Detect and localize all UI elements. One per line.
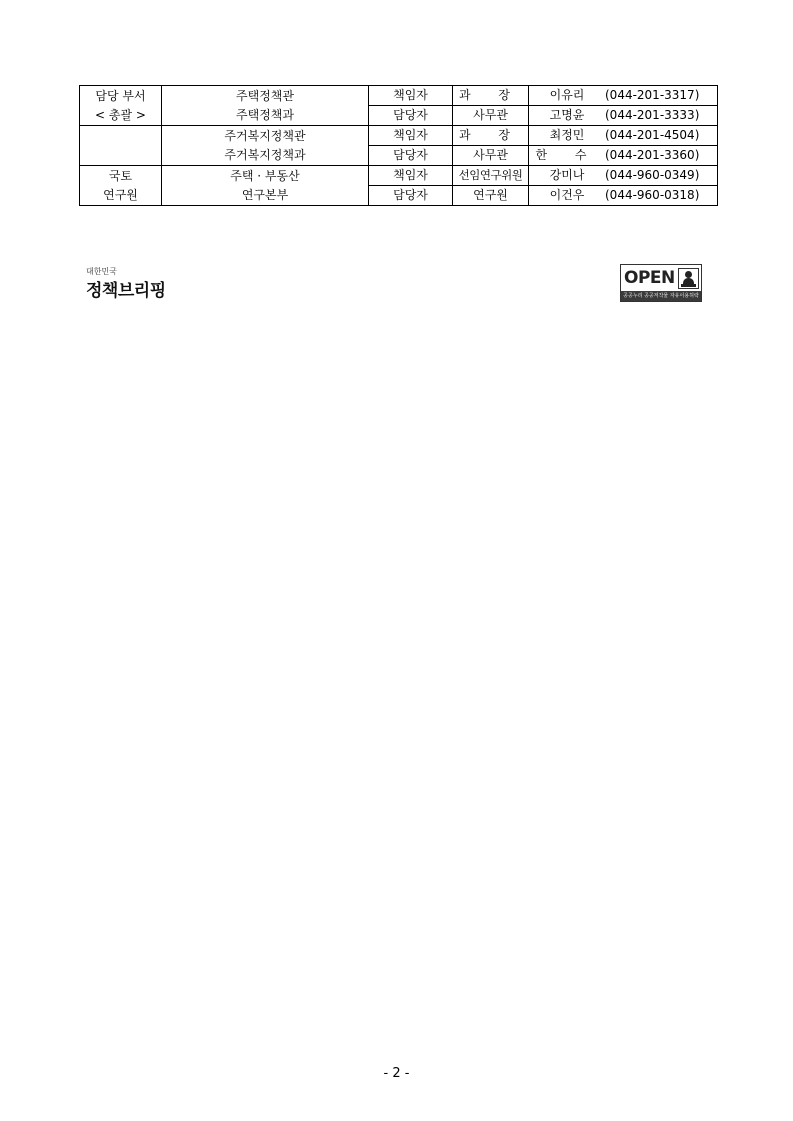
table-row — [80, 86, 718, 106]
person-icon — [678, 268, 699, 289]
dept-cell — [80, 166, 162, 206]
role-cell: 담당자 — [369, 186, 453, 206]
office-cell — [162, 126, 369, 166]
person-name: 이건우 — [549, 188, 585, 202]
brief-logo-small-text: 대한민국 — [86, 267, 117, 276]
name-phone-cell — [529, 126, 718, 146]
title-cell: 사무관 — [453, 106, 529, 126]
table-row — [80, 166, 718, 186]
name-phone-cell — [529, 166, 718, 186]
person-name: 강미나 — [549, 168, 585, 182]
office-name: 주거복지정책관 — [224, 128, 306, 143]
office-cell — [162, 166, 369, 206]
phone-number: (044-201-3333) — [605, 108, 700, 122]
role-cell: 담당자 — [369, 106, 453, 126]
table-row — [80, 126, 718, 146]
page-number: - 2 - — [383, 1066, 410, 1081]
role-cell: 책임자 — [369, 166, 453, 186]
role-cell: 책임자 — [369, 126, 453, 146]
role-cell: 책임자 — [369, 86, 453, 106]
role-cell: 담당자 — [369, 146, 453, 166]
phone-number: (044-960-0349) — [605, 168, 700, 182]
person-name-text: 한 수 — [535, 148, 599, 162]
name-phone-cell — [529, 86, 718, 106]
policy-briefing-logo — [86, 266, 206, 300]
person-name: 고명윤 — [549, 108, 585, 122]
dept-sub-label: 연구원 — [103, 187, 138, 202]
office-name: 주택정책관 — [236, 88, 294, 103]
title-cell — [453, 126, 529, 146]
phone-number: (044-201-3317) — [605, 88, 700, 102]
office-name: 주택 · 부동산 — [230, 168, 300, 183]
dept-cell — [80, 126, 162, 166]
dept-cell — [80, 86, 162, 126]
person-name: 이유리 — [549, 88, 585, 102]
person-name — [529, 146, 605, 165]
title-cell: 사무관 — [453, 146, 529, 166]
phone-number: (044-201-3360) — [605, 148, 700, 162]
dept-sub-label: < 총괄 > — [95, 107, 146, 122]
title-cell — [453, 86, 529, 106]
division-name: 주거복지정책과 — [224, 147, 306, 162]
dept-label: 국토 — [108, 168, 133, 183]
name-phone-cell — [529, 106, 718, 126]
phone-number: (044-201-4504) — [605, 128, 700, 142]
dept-label: 담당 부서 — [95, 88, 146, 103]
person-name: 최정민 — [549, 128, 585, 142]
name-phone-cell — [529, 146, 718, 166]
phone-number: (044-960-0318) — [605, 188, 700, 202]
contact-table — [79, 85, 718, 206]
name-phone-cell — [529, 186, 718, 206]
title-text: 과 장 — [459, 128, 522, 142]
division-name: 주택정책과 — [236, 107, 294, 122]
brief-logo-main-text: 정책브리핑 — [86, 281, 166, 301]
open-license-word: OPEN — [624, 268, 675, 288]
division-name: 연구본부 — [241, 187, 289, 202]
title-text: 과 장 — [459, 88, 522, 102]
open-license-icon — [620, 264, 702, 302]
title-cell: 선임연구위원 — [453, 166, 529, 186]
office-cell — [162, 86, 369, 126]
title-cell: 연구원 — [453, 186, 529, 206]
open-license-caption: 공공누리 공공저작물 자유이용허락 — [621, 291, 701, 301]
